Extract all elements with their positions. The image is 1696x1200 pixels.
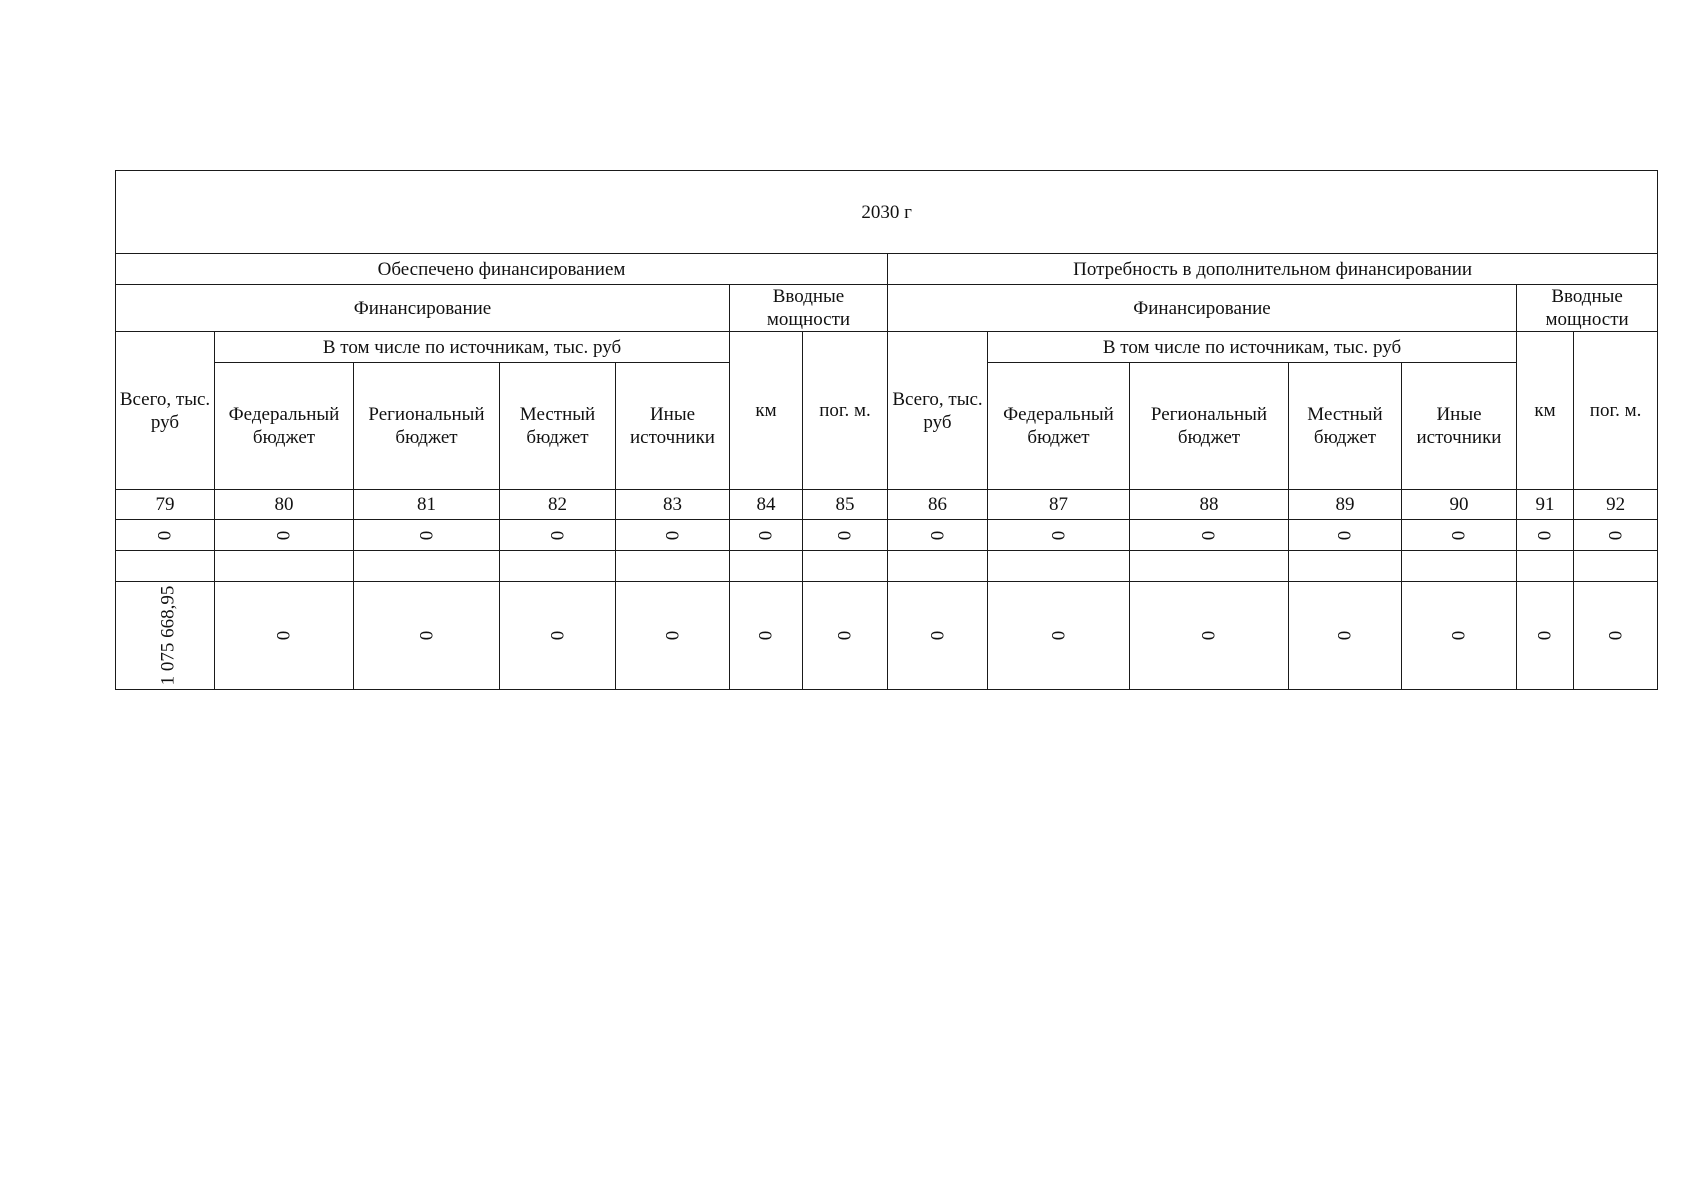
- need-total-header: Всего, тыс. руб: [888, 332, 988, 490]
- cell-value: 0: [1448, 530, 1470, 540]
- table-cell: [730, 520, 803, 551]
- financing-table: [115, 170, 1658, 690]
- empty-cell: [803, 551, 888, 582]
- column-number: 90: [1402, 490, 1517, 520]
- table-cell: [1130, 582, 1289, 690]
- cell-value: 0: [1198, 630, 1220, 641]
- column-number: 79: [116, 490, 215, 520]
- cell-value: 0: [1534, 630, 1556, 641]
- empty-cell: [215, 551, 354, 582]
- table-cell: [730, 582, 803, 690]
- column-number: 91: [1517, 490, 1574, 520]
- table-cell: [1517, 520, 1574, 551]
- empty-cell: [988, 551, 1130, 582]
- empty-cell: [116, 551, 215, 582]
- secured-other-header: Иные источники: [616, 363, 730, 490]
- empty-cell: [1517, 551, 1574, 582]
- cell-value: 0: [547, 630, 568, 641]
- table-cell: [1574, 582, 1658, 690]
- empty-cell: [1574, 551, 1658, 582]
- table-cell: [354, 520, 500, 551]
- table-cell: [888, 582, 988, 690]
- column-number: 82: [500, 490, 616, 520]
- column-number: 88: [1130, 490, 1289, 520]
- zero-values-row: [116, 520, 1658, 551]
- cell-value: 0: [1448, 630, 1470, 641]
- need-regional-header: Региональный бюджет: [1130, 363, 1289, 490]
- cell-value: 0: [273, 530, 295, 540]
- table-cell: [1289, 582, 1402, 690]
- cell-value: 0: [834, 530, 856, 540]
- secured-financing-header: Обеспечено финансированием: [116, 254, 888, 285]
- empty-cell: [730, 551, 803, 582]
- secured-local-header: Местный бюджет: [500, 363, 616, 490]
- table-cell: [1402, 582, 1517, 690]
- table-cell: [988, 520, 1130, 551]
- cell-value: 0: [1605, 630, 1627, 641]
- table-cell: [1289, 520, 1402, 551]
- column-number: 84: [730, 490, 803, 520]
- cell-value: 0: [1605, 530, 1627, 540]
- cell-value: 0: [755, 530, 777, 540]
- need-by-sources-header: В том числе по источникам, тыс. руб: [988, 332, 1517, 363]
- empty-cell: [888, 551, 988, 582]
- secured-pog-header: пог. м.: [803, 332, 888, 490]
- empty-row: [116, 551, 1658, 582]
- table-cell: [988, 582, 1130, 690]
- cell-value: 0: [1534, 530, 1556, 540]
- cell-value: 0: [1048, 530, 1069, 540]
- secured-capacity-header: Вводные мощности: [730, 285, 888, 332]
- cell-value: 0: [154, 530, 176, 540]
- table-cell: [500, 582, 616, 690]
- column-number: 81: [354, 490, 500, 520]
- need-other-header: Иные источники: [1402, 363, 1517, 490]
- empty-cell: [1402, 551, 1517, 582]
- table-cell: [1517, 582, 1574, 690]
- table-cell: [215, 520, 354, 551]
- need-capacity-header: Вводные мощности: [1517, 285, 1658, 332]
- cell-value: 0: [927, 630, 948, 641]
- empty-cell: [500, 551, 616, 582]
- financing-table-container: [115, 170, 1658, 690]
- additional-financing-need-header: Потребность в дополнительном финансировании: [888, 254, 1658, 285]
- secured-by-sources-header: В том числе по источникам, тыс. руб: [215, 332, 730, 363]
- need-pog-header: пог. м.: [1574, 332, 1658, 490]
- cell-value: 0: [1048, 630, 1069, 641]
- secured-federal-header: Федеральный бюджет: [215, 363, 354, 490]
- table-cell: [354, 582, 500, 690]
- column-number: 92: [1574, 490, 1658, 520]
- column-number-row: [116, 490, 1658, 520]
- empty-cell: [1130, 551, 1289, 582]
- cell-value: 0: [1198, 530, 1220, 540]
- table-cell: [1402, 520, 1517, 551]
- cell-value: 0: [755, 630, 777, 641]
- table-cell: [500, 520, 616, 551]
- cell-value: 0: [1334, 530, 1356, 540]
- column-number: 80: [215, 490, 354, 520]
- column-number: 89: [1289, 490, 1402, 520]
- total-values-row: [116, 582, 1658, 690]
- table-cell: [803, 520, 888, 551]
- column-number: 85: [803, 490, 888, 520]
- table-cell: [1574, 520, 1658, 551]
- column-number: 86: [888, 490, 988, 520]
- need-local-header: Местный бюджет: [1289, 363, 1402, 490]
- secured-total-header: Всего, тыс. руб: [116, 332, 215, 490]
- column-number: 83: [616, 490, 730, 520]
- table-cell: [116, 520, 215, 551]
- column-number: 87: [988, 490, 1130, 520]
- cell-value: 0: [662, 530, 683, 540]
- secured-km-header: км: [730, 332, 803, 490]
- cell-value: 0: [1334, 630, 1356, 641]
- table-cell: [888, 520, 988, 551]
- cell-value: 0: [662, 630, 683, 641]
- need-km-header: км: [1517, 332, 1574, 490]
- year-header: 2030 г: [116, 171, 1658, 254]
- cell-value: 0: [273, 630, 295, 641]
- cell-value: 0: [416, 530, 437, 540]
- empty-cell: [616, 551, 730, 582]
- secured-regional-header: Региональный бюджет: [354, 363, 500, 490]
- table-cell: [616, 520, 730, 551]
- cell-value: 0: [547, 530, 568, 540]
- need-federal-header: Федеральный бюджет: [988, 363, 1130, 490]
- table-cell: [616, 582, 730, 690]
- cell-value: 0: [834, 630, 856, 641]
- table-cell: [803, 582, 888, 690]
- empty-cell: [354, 551, 500, 582]
- need-financing-subheader: Финансирование: [888, 285, 1517, 332]
- table-cell: [215, 582, 354, 690]
- empty-cell: [1289, 551, 1402, 582]
- cell-value: 0: [416, 630, 437, 641]
- cell-value: 0: [927, 530, 948, 540]
- table-cell: [116, 582, 215, 690]
- secured-financing-subheader: Финансирование: [116, 285, 730, 332]
- total-amount-value: 1 075 668,95: [157, 585, 179, 686]
- table-cell: [1130, 520, 1289, 551]
